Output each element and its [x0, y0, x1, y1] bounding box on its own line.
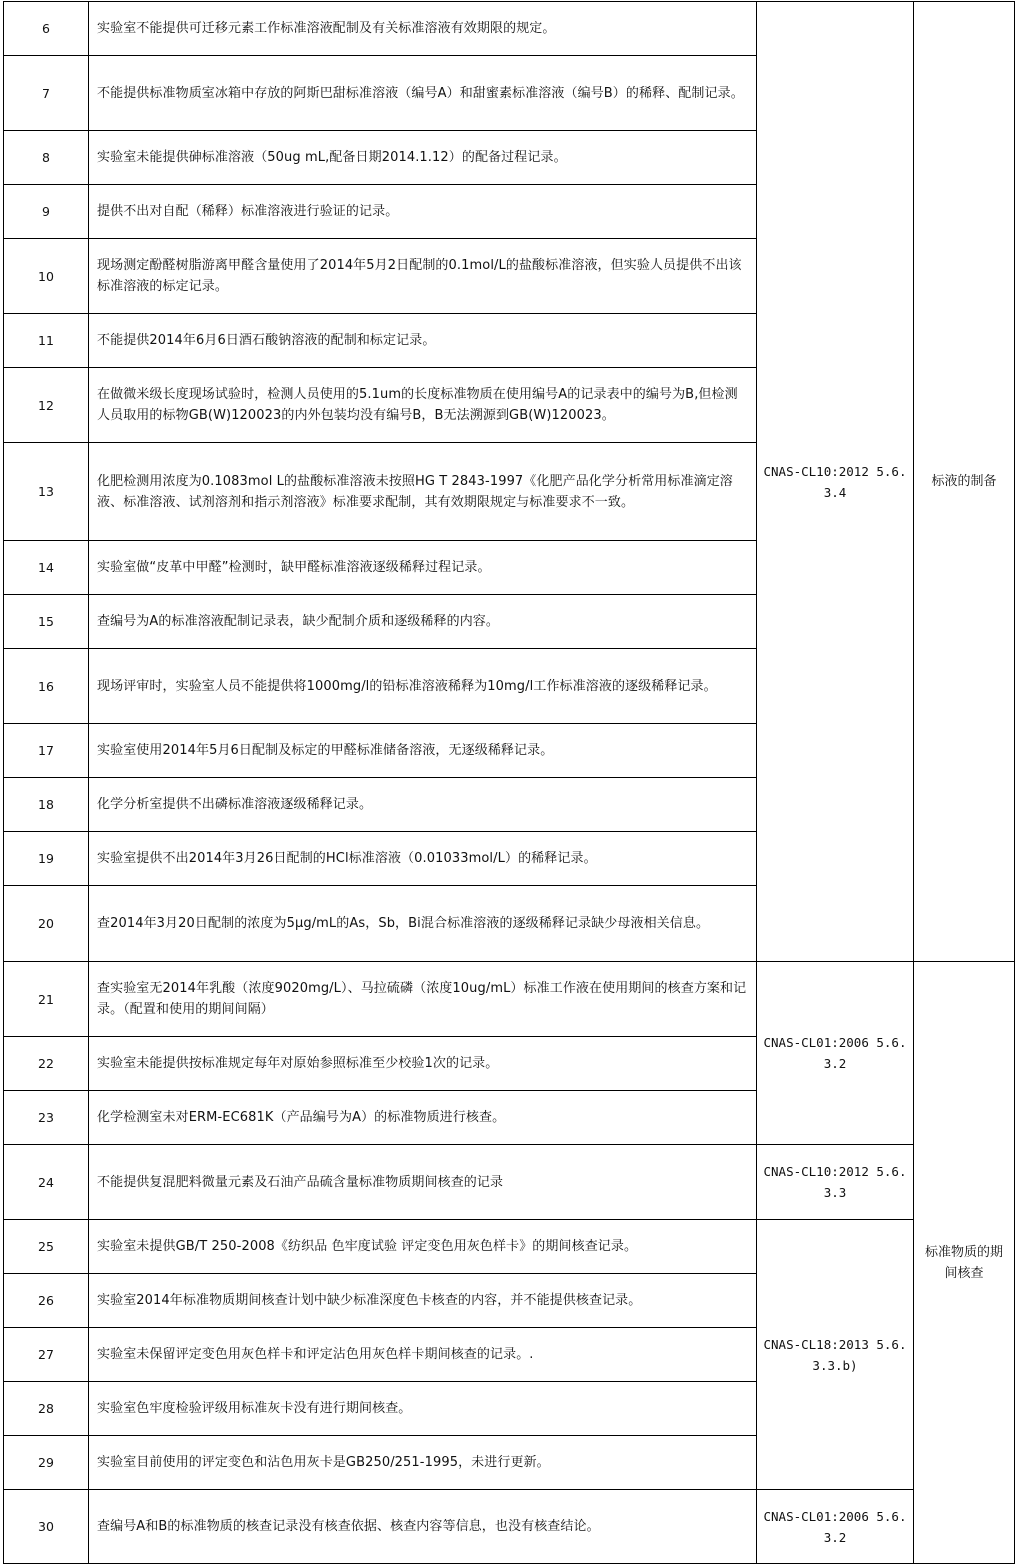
finding-text: 现场测定酚醛树脂游离甲醛含量使用了2014年5月2日配制的0.1mol/L的盐酸标准溶液，但实验人员提供不出该标准溶液的标定记录。	[89, 239, 757, 314]
row-number: 29	[4, 1436, 89, 1490]
finding-text: 实验室提供不出2014年3月26日配制的HCl标准溶液（0.01033mol/L）的稀释记录。	[89, 832, 757, 886]
finding-text: 查实验室无2014年乳酸（浓度9020mg/L）、马拉硫磷（浓度10ug/mL）标准工作液在使用期间的核查方案和记录。（配置和使用的期间间隔）	[89, 962, 757, 1037]
row-number: 25	[4, 1220, 89, 1274]
clause-reference: CNAS-CL18:2013 5.6.3.3.b)	[757, 1220, 914, 1490]
row-number: 14	[4, 541, 89, 595]
row-number: 17	[4, 724, 89, 778]
table-row	[4, 962, 1015, 1037]
table-row	[4, 1490, 1015, 1564]
row-number: 23	[4, 1091, 89, 1145]
finding-text: 不能提供2014年6月6日酒石酸钠溶液的配制和标定记录。	[89, 314, 757, 368]
finding-text: 实验室使用2014年5月6日配制及标定的甲醛标准储备溶液，无逐级稀释记录。	[89, 724, 757, 778]
finding-text: 化肥检测用浓度为0.1083mol L的盐酸标准溶液未按照HG T 2843-1997《化肥产品化学分析常用标准滴定溶液、标准溶液、试剂溶剂和指示剂溶液》标准要求配制，其有效期限规定与标准要求不一致。	[89, 443, 757, 541]
finding-text: 提供不出对自配（稀释）标准溶液进行验证的记录。	[89, 185, 757, 239]
finding-text: 不能提供复混肥料微量元素及石油产品硫含量标准物质期间核查的记录	[89, 1145, 757, 1220]
row-number: 11	[4, 314, 89, 368]
finding-text: 实验室未保留评定变色用灰色样卡和评定沾色用灰色样卡期间核查的记录。.	[89, 1328, 757, 1382]
finding-text: 实验室不能提供可迁移元素工作标准溶液配制及有关标准溶液有效期限的规定。	[89, 2, 757, 56]
row-number: 10	[4, 239, 89, 314]
finding-text: 实验室未提供GB/T 250-2008《纺织品 色牢度试验 评定变色用灰色样卡》的期间核查记录。	[89, 1220, 757, 1274]
finding-text: 查编号为A的标准溶液配制记录表，缺少配制介质和逐级稀释的内容。	[89, 595, 757, 649]
table-row	[4, 1220, 1015, 1274]
row-number: 24	[4, 1145, 89, 1220]
finding-text: 查编号A和B的标准物质的核查记录没有核查依据、核查内容等信息，也没有核查结论。	[89, 1490, 757, 1564]
category-label: 标液的制备	[914, 2, 1015, 962]
row-number: 19	[4, 832, 89, 886]
clause-reference: CNAS-CL01:2006 5.6.3.2	[757, 962, 914, 1145]
row-number: 28	[4, 1382, 89, 1436]
category-label: 标准物质的期间核查	[914, 962, 1015, 1564]
table-row	[4, 2, 1015, 56]
finding-text: 实验室做“皮革中甲醛”检测时，缺甲醛标准溶液逐级稀释过程记录。	[89, 541, 757, 595]
row-number: 6	[4, 2, 89, 56]
finding-text: 化学检测室未对ERM-EC681K（产品编号为A）的标准物质进行核查。	[89, 1091, 757, 1145]
row-number: 27	[4, 1328, 89, 1382]
table-row	[4, 1145, 1015, 1220]
row-number: 9	[4, 185, 89, 239]
clause-reference: CNAS-CL10:2012 5.6.3.3	[757, 1145, 914, 1220]
findings-table	[3, 1, 1015, 1564]
row-number: 26	[4, 1274, 89, 1328]
row-number: 18	[4, 778, 89, 832]
clause-reference: CNAS-CL10:2012 5.6.3.4	[757, 2, 914, 962]
finding-text: 实验室2014年标准物质期间核查计划中缺少标准深度色卡核查的内容，并不能提供核查记录。	[89, 1274, 757, 1328]
finding-text: 不能提供标准物质室冰箱中存放的阿斯巴甜标准溶液（编号A）和甜蜜素标准溶液（编号B）的稀释、配制记录。	[89, 56, 757, 131]
finding-text: 现场评审时，实验室人员不能提供将1000mg/l的铅标准溶液稀释为10mg/l工作标准溶液的逐级稀释记录。	[89, 649, 757, 724]
finding-text: 查2014年3月20日配制的浓度为5μg/mL的As，Sb，Bi混合标准溶液的逐级稀释记录缺少母液相关信息。	[89, 886, 757, 962]
finding-text: 化学分析室提供不出磷标准溶液逐级稀释记录。	[89, 778, 757, 832]
row-number: 20	[4, 886, 89, 962]
finding-text: 实验室未能提供按标准规定每年对原始参照标准至少校验1次的记录。	[89, 1037, 757, 1091]
clause-reference: CNAS-CL01:2006 5.6.3.2	[757, 1490, 914, 1564]
row-number: 8	[4, 131, 89, 185]
finding-text: 实验室色牢度检验评级用标准灰卡没有进行期间核查。	[89, 1382, 757, 1436]
row-number: 15	[4, 595, 89, 649]
finding-text: 实验室目前使用的评定变色和沾色用灰卡是GB250/251-1995，未进行更新。	[89, 1436, 757, 1490]
row-number: 12	[4, 368, 89, 443]
row-number: 22	[4, 1037, 89, 1091]
row-number: 16	[4, 649, 89, 724]
row-number: 21	[4, 962, 89, 1037]
finding-text: 在做微米级长度现场试验时，检测人员使用的5.1um的长度标准物质在使用编号A的记录表中的编号为B,但检测人员取用的标物GB(W)120023的内外包装均没有编号B，B无法溯源到GB(W)120023。	[89, 368, 757, 443]
finding-text: 实验室未能提供砷标准溶液（50ug mL,配备日期2014.1.12）的配备过程记录。	[89, 131, 757, 185]
row-number: 7	[4, 56, 89, 131]
row-number: 13	[4, 443, 89, 541]
row-number: 30	[4, 1490, 89, 1564]
